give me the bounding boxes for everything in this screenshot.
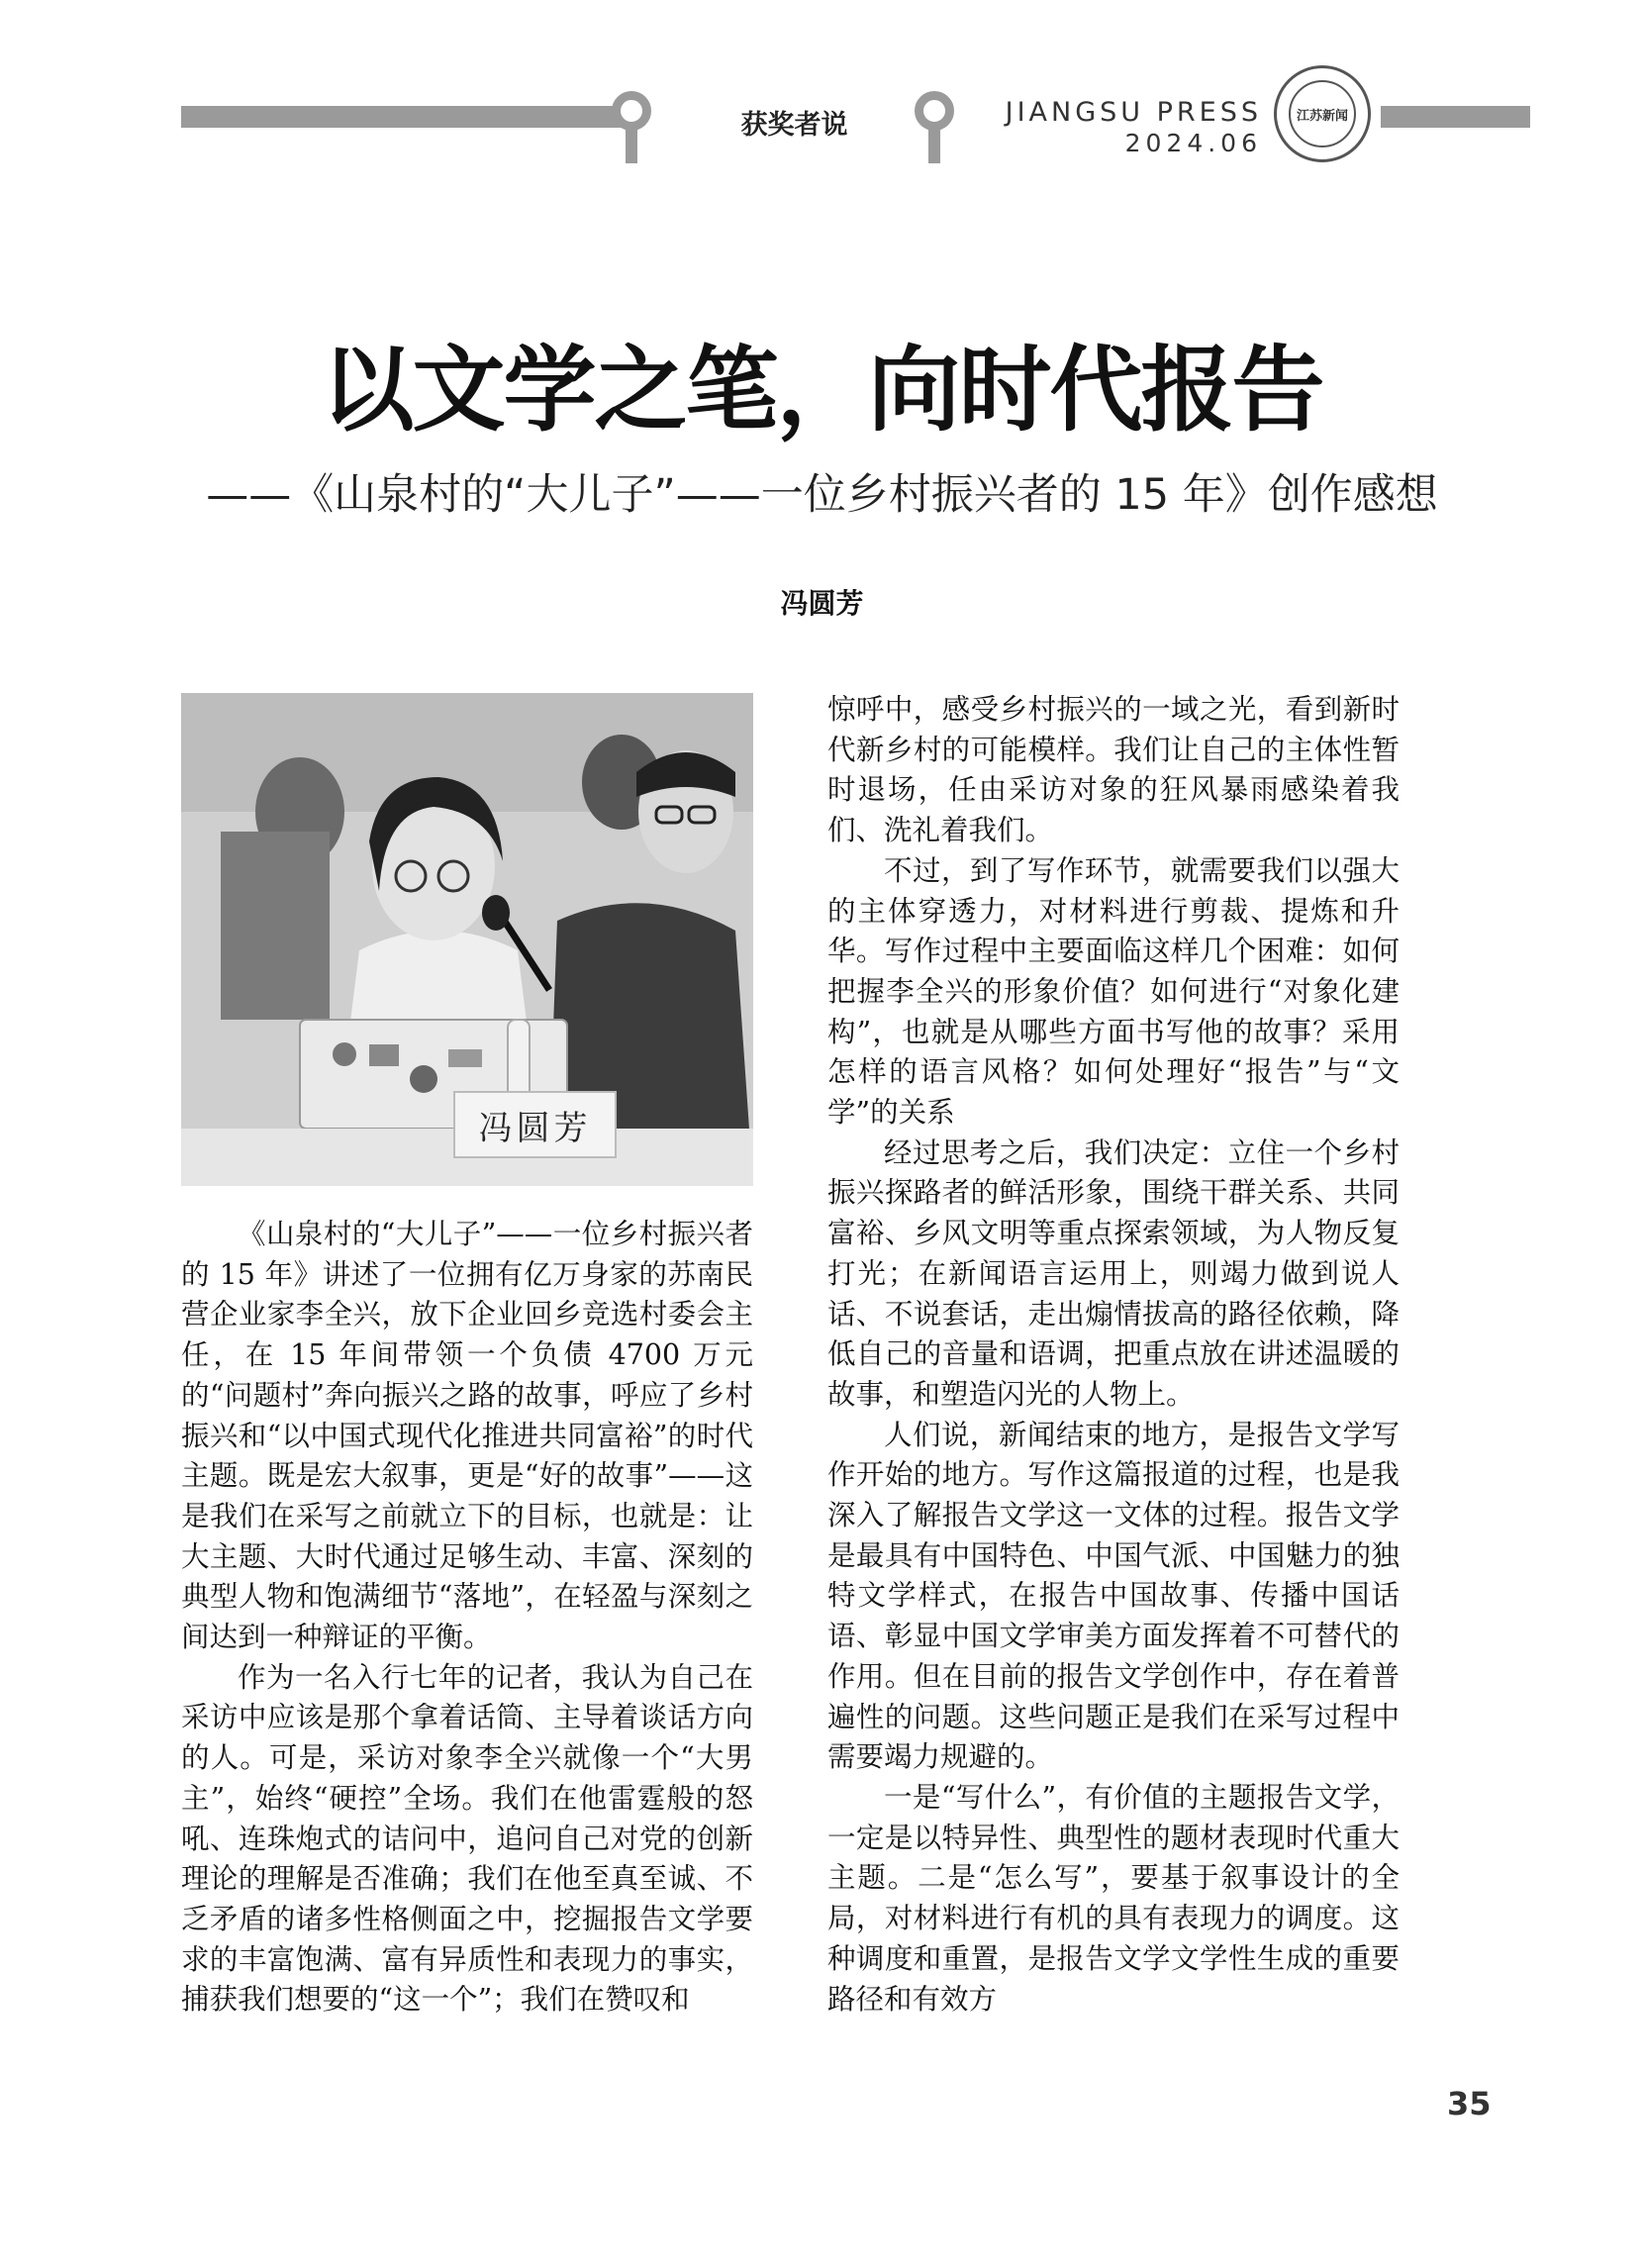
section-label: 获奖者说 <box>740 110 848 141</box>
paragraph: 《山泉村的“大儿子”——一位乡村振兴者的 15 年》讲述了一位拥有亿万身家的苏南民营企业家李全兴，放下企业回乡竞选村委会主任，在 15 年间带领一个负债 4700 万元的“问题村”奔向振兴之路的故事，呼应了乡村振兴和“以中国式现代化推进共同富裕”的时代主题。既是宏大叙事，更是“好的故事”——这是我们在采写之前就立下的目标，也就是：让大主题、大时代通过足够生动、丰富、深刻的典型人物和饱满细节“落地”，在轻盈与深刻之间达到一种辩证的平衡。 <box>181 1218 753 1654</box>
page-number: 35 <box>1447 2085 1492 2122</box>
paragraph: 经过思考之后，我们决定：立住一个乡村振兴探路者的鲜活形象，围绕干群关系、共同富裕、乡风文明等重点探索领域，为人物反复打光；在新闻语言运用上，则竭力做到说人话、不说套话，走出煽情拔高的路径依赖，降低自己的音量和语调，把重点放在讲述温暖的故事，和塑造闪光的人物上。 <box>827 1135 1400 1411</box>
nameplate: 冯圆芳 <box>453 1091 617 1158</box>
header-bar-left <box>181 106 622 128</box>
article-photo <box>181 693 753 1186</box>
paragraph: 人们说，新闻结束的地方，是报告文学写作开始的地方。写作这篇报道的过程，也是我深入了解报告文学这一文体的过程。报告文学是最具有中国特色、中国气派、中国魅力的独特文学样式，在报告中国故事、传播中国话语、彰显中国文学审美方面发挥着不可替代的作用。但在目前的报告文学创作中，存在着普遍性的问题。这些问题正是我们在采写过程中需要竭力规避的。 <box>827 1418 1400 1774</box>
article-author: 冯圆芳 <box>780 587 864 620</box>
body-column-left <box>181 1215 753 2021</box>
article-title: 以文学之笔，向时代报告 <box>321 337 1323 444</box>
header-bar-right <box>1381 106 1530 128</box>
journal-seal-logo <box>1274 65 1371 162</box>
paragraph-continued: 惊呼中，感受乡村振兴的一域之光，看到新时代新乡村的可能模样。我们让自己的主体性暂时退场，任由采访对象的狂风暴雨感染着我们、洗礼着我们。 <box>827 693 1400 847</box>
publication-name: JIANGSU PRESS <box>1005 97 1262 128</box>
paragraph: 不过，到了写作环节，就需要我们以强大的主体穿透力，对材料进行剪裁、提炼和升华。写作过程中主要面临这样几个困难：如何把握李全兴的形象价值？如何进行“对象化建构”，也就是从哪些方面书写他的故事？采用怎样的语言风格？如何处理好“报告”与“文学”的关系 <box>827 853 1400 1130</box>
body-column-right <box>827 690 1400 2020</box>
paragraph: 作为一名入行七年的记者，我认为自己在采访中应该是那个拿着话筒、主导着谈话方向的人。可是，采访对象李全兴就像一个“大男主”，始终“硬控”全场。我们在他雷霆般的怒吼、连珠炮式的诘问中，追问自己对党的创新理论的理解是否准确；我们在他至真至诚、不乏矛盾的诸多性格侧面之中，挖掘报告文学要求的丰富饱满、富有异质性和表现力的事实，捕获我们想要的“这一个”；我们在赞叹和 <box>181 1660 753 2017</box>
paragraph: 一是“写什么”，有价值的主题报告文学，一定是以特异性、典型性的题材表现时代重大主题。二是“怎么写”，要基于叙事设计的全局，对材料进行有机的具有表现力的调度。这种调度和重置，是报告文学文学性生成的重要路径和有效方 <box>827 1780 1400 2016</box>
article-subtitle: ——《山泉村的“大儿子”——一位乡村振兴者的 15 年》创作感想 <box>206 470 1438 520</box>
issue-date: 2024.06 <box>1124 129 1262 157</box>
seal-text: 江苏新闻 <box>1289 80 1356 148</box>
